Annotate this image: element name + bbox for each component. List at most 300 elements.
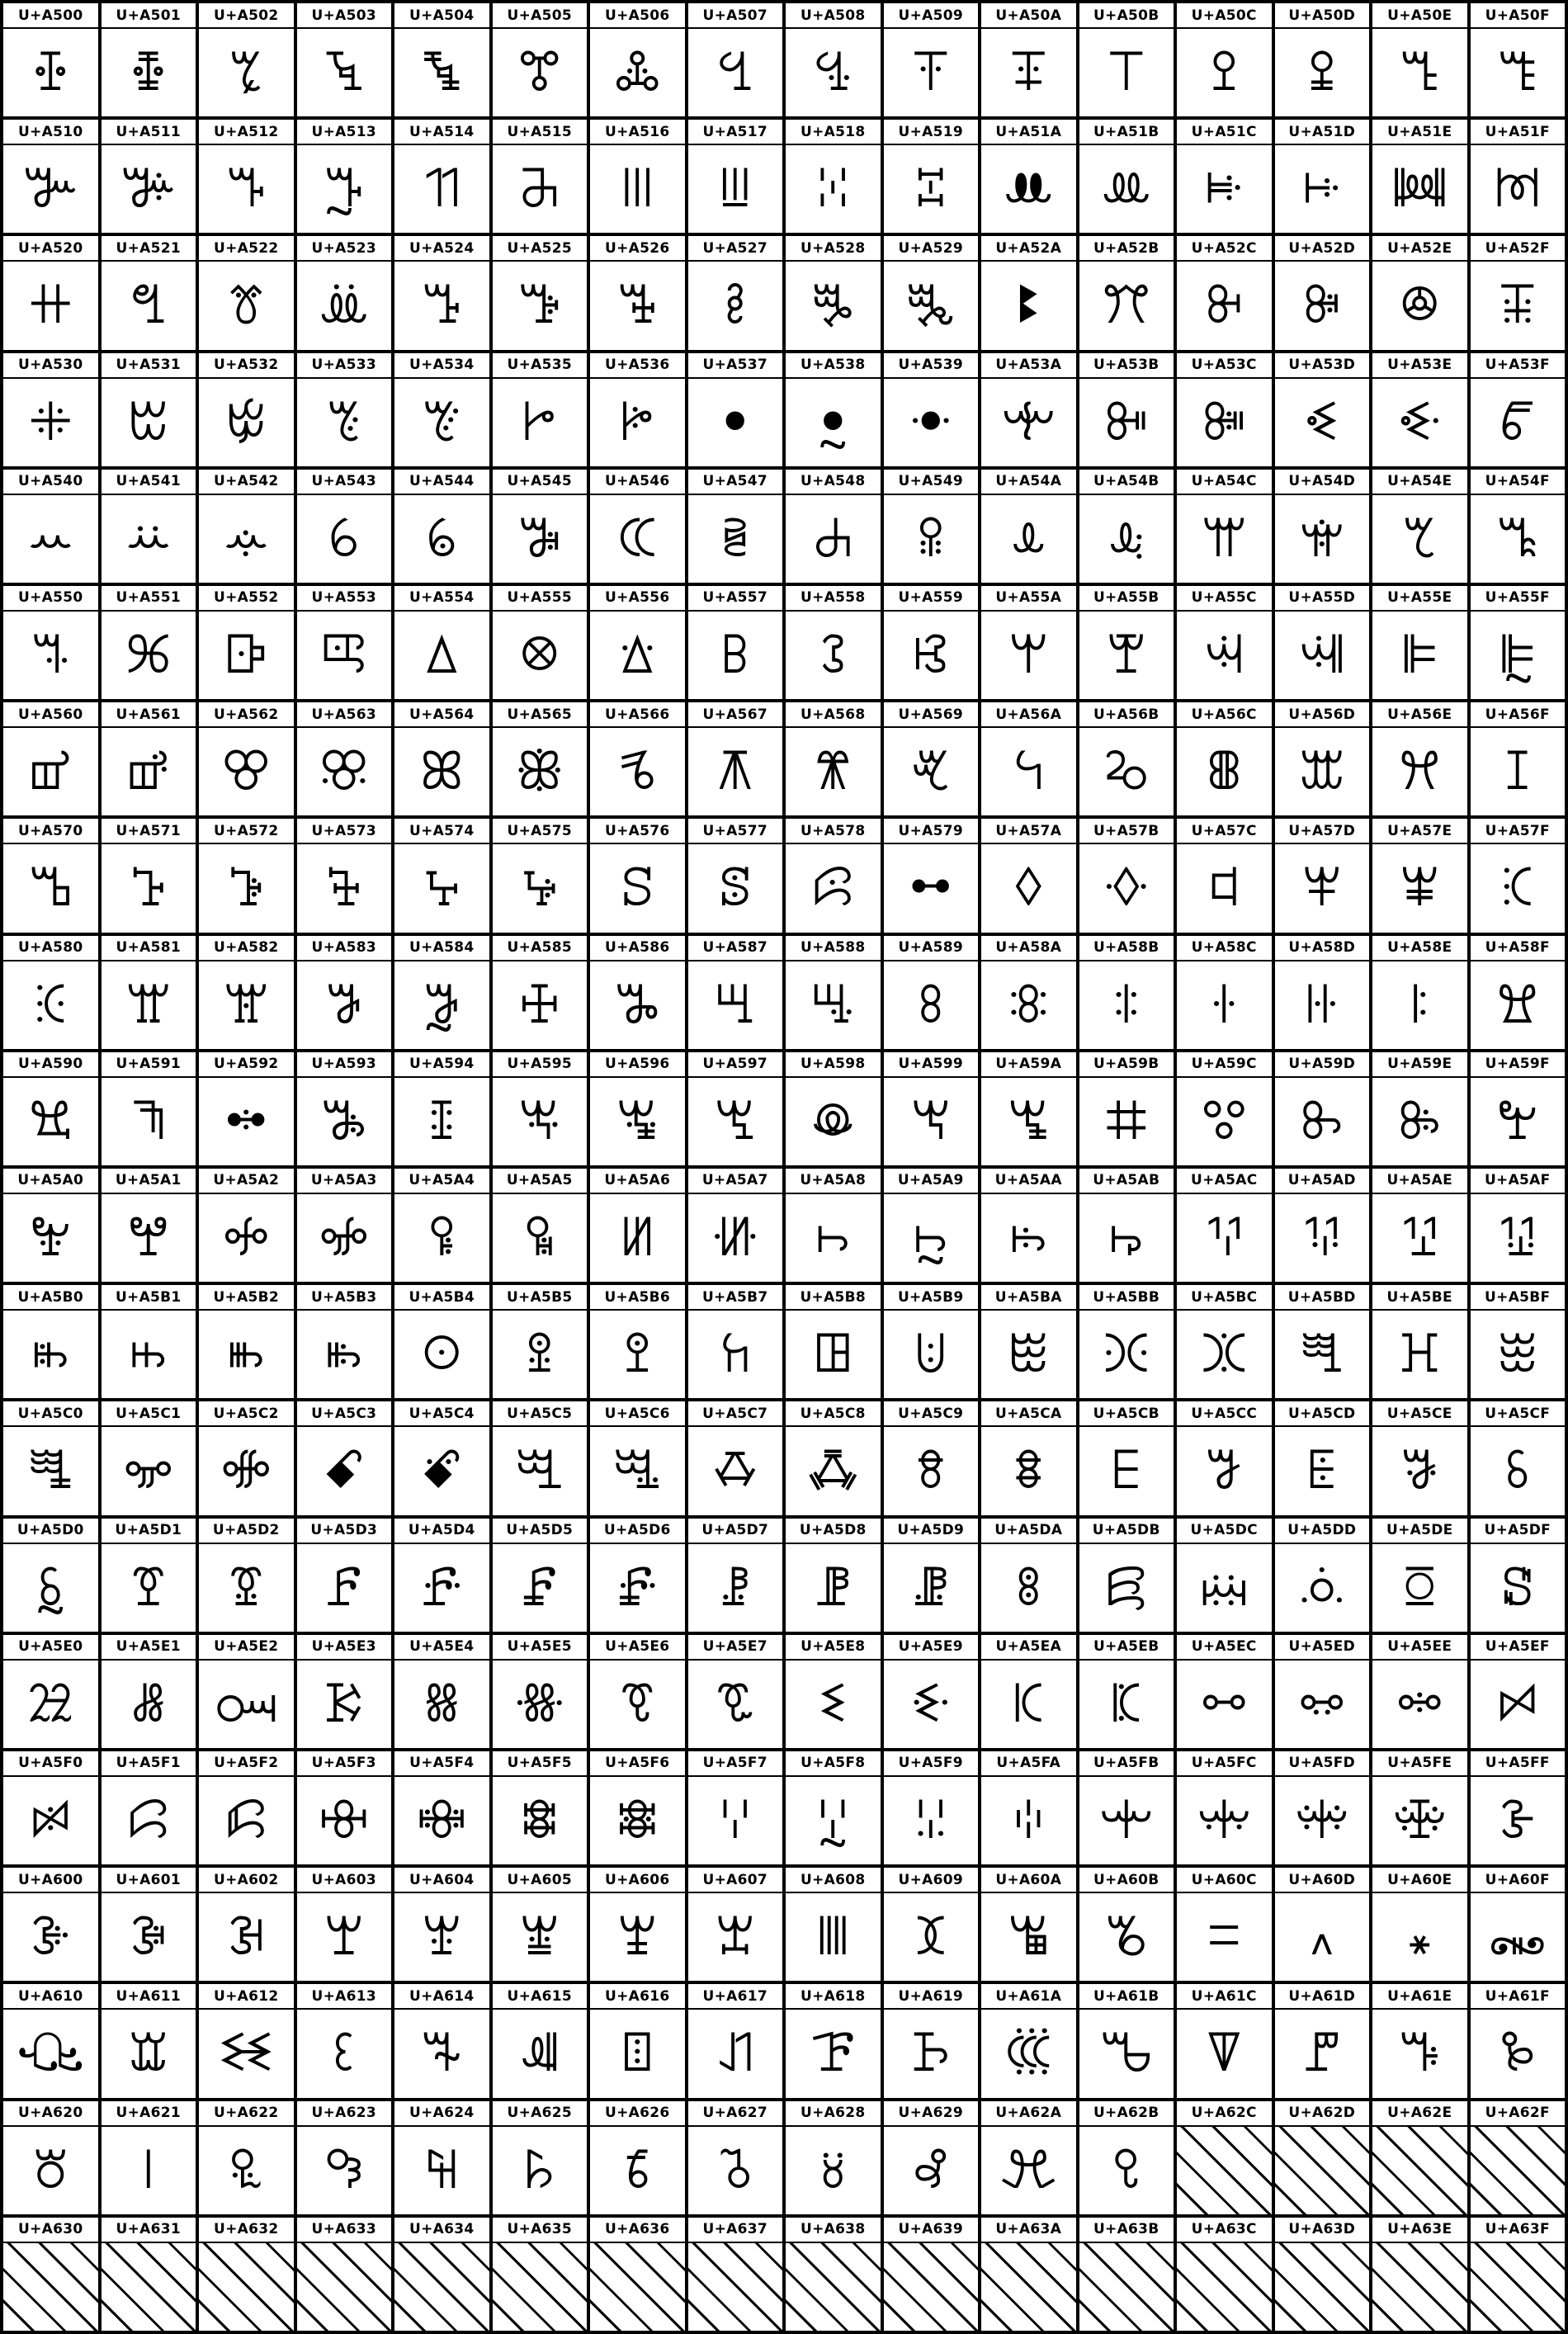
glyph: ꗈ [805, 1440, 861, 1502]
glyph-cell [981, 1519, 1076, 1632]
glyph-cell [493, 586, 588, 699]
glyph-cell [297, 3, 392, 116]
glyph: ꔞ [1391, 158, 1448, 220]
glyph-cell [102, 2101, 196, 2214]
glyph: ꘌ [1206, 1906, 1242, 1968]
glyph: ꘉ [914, 1906, 948, 1968]
glyph-cell [590, 1285, 685, 1398]
glyph-cell [590, 2101, 685, 2214]
code-point-label: U+A589 [884, 936, 979, 961]
glyph: ꖍ [1305, 974, 1339, 1036]
glyph-cell [590, 936, 685, 1049]
glyph-cell [493, 1285, 588, 1398]
glyph: ꔯ [1497, 275, 1537, 337]
glyph: ꕈ [812, 508, 854, 569]
glyph-cell [981, 1984, 1076, 2097]
glyph-cell [297, 1052, 392, 1165]
glyph: ꗲ [224, 1790, 268, 1852]
glyph-cell [688, 1169, 783, 1282]
glyph: ꖛ [1103, 1090, 1150, 1152]
glyph-cell [1471, 936, 1566, 1049]
glyph: ꖪ [1008, 1207, 1049, 1269]
code-point-label: U+A634 [394, 2218, 489, 2243]
code-point-label: U+A50C [1177, 3, 1272, 29]
code-point-label: U+A50D [1275, 3, 1370, 29]
glyph: ꖠ [29, 1207, 73, 1269]
glyph: ꕚ [1008, 625, 1049, 687]
unassigned-hatch [102, 2243, 196, 2331]
code-point-label: U+A62E [1372, 2101, 1467, 2127]
glyph-cell [884, 1052, 979, 1165]
code-point-label: U+A504 [394, 3, 489, 29]
code-point-label: U+A5EC [1177, 1635, 1272, 1661]
code-point-label: U+A55F [1471, 586, 1566, 612]
glyph: ꗑ [130, 1557, 168, 1618]
code-point-label: U+A5AF [1471, 1169, 1566, 1194]
glyph: ꕧ [716, 741, 755, 803]
code-point-label: U+A52B [1079, 236, 1174, 262]
glyph: ꗧ [714, 1673, 756, 1735]
glyph-cell [297, 702, 392, 815]
code-point-label: U+A5AA [981, 1169, 1076, 1194]
code-point-label: U+A638 [786, 2218, 881, 2243]
glyph: ꘂ [227, 1906, 266, 1968]
glyph: ꘝ [1302, 2023, 1342, 2085]
glyph-cell [1177, 2218, 1272, 2331]
code-point-label: U+A56D [1275, 702, 1370, 728]
code-point-label: U+A562 [199, 702, 294, 728]
code-point-label: U+A532 [199, 353, 294, 379]
code-point-label: U+A59A [981, 1052, 1076, 1078]
code-point-label: U+A543 [297, 470, 392, 495]
glyph: ꗼ [1196, 1790, 1253, 1852]
code-point-label: U+A631 [102, 2218, 196, 2243]
code-point-label: U+A605 [493, 1868, 588, 1893]
glyph: ꔿ [1499, 391, 1537, 453]
code-point-label: U+A59D [1275, 1052, 1370, 1078]
code-point-label: U+A586 [590, 936, 685, 961]
glyph: ꔽ [1303, 391, 1340, 453]
glyph-cell [493, 2101, 588, 2214]
glyph: ꔫ [1101, 275, 1152, 337]
glyph-cell [981, 586, 1076, 699]
glyph: ꕳ [325, 858, 363, 919]
glyph: ꔰ [27, 391, 74, 453]
glyph: ꔙ [914, 158, 947, 220]
code-point-label: U+A573 [297, 819, 392, 844]
glyph: ꘢ [228, 2139, 264, 2201]
glyph-cell [1471, 353, 1566, 466]
code-point-label: U+A5E4 [394, 1635, 489, 1661]
glyph-cell [1177, 1519, 1272, 1632]
glyph: ꕀ [26, 508, 75, 569]
glyph-cell [3, 470, 98, 583]
code-point-label: U+A639 [884, 2218, 979, 2243]
glyph-cell [493, 1751, 588, 1864]
glyph-cell [297, 1169, 392, 1282]
glyph-cell [1177, 936, 1272, 1049]
glyph-cell [102, 1519, 196, 1632]
glyph-cell [102, 819, 196, 932]
glyph-cell [981, 1868, 1076, 1981]
glyph-cell [394, 120, 489, 233]
glyph: ꘖ [621, 2023, 654, 2085]
glyph: ꘘ [809, 2023, 857, 2085]
glyph-cell [493, 702, 588, 815]
code-point-label: U+A5DC [1177, 1519, 1272, 1544]
code-point-label: U+A53E [1372, 353, 1467, 379]
glyph-cell [3, 1984, 98, 2097]
code-point-label: U+A518 [786, 120, 881, 145]
unassigned-hatch [199, 2243, 294, 2331]
glyph: ꗯ [1496, 1673, 1538, 1735]
glyph: ꗮ [1395, 1673, 1445, 1735]
code-point-label: U+A5D2 [199, 1519, 294, 1544]
glyph-cell [394, 1751, 489, 1864]
code-point-label: U+A51C [1177, 120, 1272, 145]
glyph: ꘜ [1204, 2023, 1244, 2085]
glyph: ꔺ [1000, 391, 1057, 453]
code-point-label: U+A575 [493, 819, 588, 844]
glyph-cell [688, 353, 783, 466]
glyph: ꖧ [711, 1207, 759, 1269]
code-point-label: U+A5E6 [590, 1635, 685, 1661]
glyph-cell [1275, 1169, 1370, 1282]
glyph-cell [102, 470, 196, 583]
code-point-label: U+A58F [1471, 936, 1566, 961]
glyph: ꘨ [819, 2139, 847, 2201]
code-point-label: U+A57E [1372, 819, 1467, 844]
glyph: ꔾ [1397, 391, 1443, 453]
glyph: ꔄ [420, 42, 463, 104]
glyph: ꖦ [621, 1207, 654, 1269]
code-point-label: U+A5FA [981, 1751, 1076, 1777]
glyph: ꔚ [1002, 158, 1055, 220]
code-point-label: U+A618 [786, 1984, 881, 2010]
glyph-cell [297, 586, 392, 699]
glyph: ꖳ [324, 1324, 364, 1386]
glyph: ꕖ [618, 625, 656, 687]
code-point-label: U+A551 [102, 586, 196, 612]
code-point-label: U+A5B5 [493, 1285, 588, 1311]
glyph: ꖴ [421, 1324, 463, 1386]
glyph: ꕑ [125, 625, 172, 687]
glyph-cell [884, 1519, 979, 1632]
code-point-label: U+A613 [297, 1984, 392, 2010]
glyph: ꕁ [124, 508, 172, 569]
glyph: ꕼ [1208, 858, 1240, 919]
glyph: ꕡ [126, 741, 171, 803]
glyph: ꔜ [1204, 158, 1244, 220]
glyph: ꗴ [416, 1790, 468, 1852]
glyph-cell [1372, 1635, 1467, 1748]
glyph: ꕯ [1504, 741, 1532, 803]
glyph-cell [786, 1285, 881, 1398]
glyph: ꕪ [1013, 741, 1045, 803]
code-point-label: U+A58E [1372, 936, 1467, 961]
glyph-cell [1372, 470, 1467, 583]
code-point-label: U+A5EA [981, 1635, 1076, 1661]
code-point-label: U+A54A [981, 470, 1076, 495]
glyph-cell [786, 3, 881, 116]
glyph-cell [3, 3, 98, 116]
glyph-cell [493, 353, 588, 466]
glyph: ꖷ [719, 1324, 751, 1386]
code-point-label: U+A563 [297, 702, 392, 728]
unassigned-hatch [1275, 2243, 1370, 2331]
glyph: ꗳ [318, 1790, 370, 1852]
glyph: ꕙ [912, 625, 949, 687]
glyph: ꖑ [130, 1090, 167, 1152]
code-point-label: U+A501 [102, 3, 196, 29]
unassigned-hatch [1177, 2127, 1272, 2214]
code-point-label: U+A630 [3, 2218, 98, 2243]
glyph: ꔖ [621, 158, 654, 220]
glyph-cell [1275, 1519, 1370, 1632]
glyph-cell [1471, 1751, 1566, 1864]
glyph: ꗸ [816, 1790, 849, 1852]
glyph-cell [394, 936, 489, 1049]
glyph: ꗡ [130, 1673, 167, 1735]
glyph: ꗢ [213, 1673, 279, 1735]
glyph: ꕩ [909, 741, 952, 803]
glyph: ꖵ [525, 1324, 555, 1386]
code-point-label: U+A570 [3, 819, 98, 844]
glyph-cell [1275, 2101, 1370, 2214]
glyph-cell [199, 2218, 294, 2331]
glyph-cell [394, 1401, 489, 1514]
glyph-cell [102, 3, 196, 116]
glyph: ꕱ [130, 858, 168, 919]
glyph: ꕉ [916, 508, 946, 569]
glyph-cell [1079, 586, 1174, 699]
glyph: ꗛ [1104, 1557, 1148, 1618]
glyph-cell [884, 120, 979, 233]
code-point-label: U+A5F7 [688, 1751, 783, 1777]
glyph: ꗤ [423, 1673, 460, 1735]
glyph-cell [493, 819, 588, 932]
code-point-label: U+A51B [1079, 120, 1174, 145]
glyph: ꕍ [1298, 508, 1346, 569]
glyph-cell [884, 1285, 979, 1398]
glyph-cell [688, 1751, 783, 1864]
glyph: ꘥ [523, 2139, 555, 2201]
glyph: ꗂ [220, 1440, 273, 1502]
glyph-cell [297, 470, 392, 583]
code-point-label: U+A546 [590, 470, 685, 495]
code-point-label: U+A5A1 [102, 1169, 196, 1194]
glyph-cell [590, 1169, 685, 1282]
glyph-cell [981, 470, 1076, 583]
unassigned-hatch [3, 2243, 98, 2331]
code-point-label: U+A539 [884, 353, 979, 379]
glyph: ꔴ [421, 391, 462, 453]
glyph: ꗺ [1013, 1790, 1044, 1852]
glyph-cell [1372, 586, 1467, 699]
glyph-cell [394, 470, 489, 583]
glyph-cell [1471, 2218, 1566, 2331]
glyph: ꗆ [612, 1440, 663, 1502]
code-point-label: U+A537 [688, 353, 783, 379]
code-point-label: U+A527 [688, 236, 783, 262]
glyph-cell [3, 1285, 98, 1398]
glyph-cell [493, 1635, 588, 1748]
code-point-label: U+A59B [1079, 1052, 1174, 1078]
glyph-cell [1372, 1751, 1467, 1864]
glyph-cell [1079, 1285, 1174, 1398]
glyph-cell [688, 120, 783, 233]
code-point-label: U+A61A [981, 1984, 1076, 2010]
glyph-cell [1372, 1984, 1467, 2097]
glyph-cell [3, 353, 98, 466]
glyph-cell [297, 353, 392, 466]
glyph-cell [1177, 1984, 1272, 2097]
glyph-cell [786, 1519, 881, 1632]
code-point-label: U+A616 [590, 1984, 685, 2010]
glyph: ꖙ [910, 1090, 952, 1152]
glyph: ꔶ [619, 391, 655, 453]
code-point-label: U+A52E [1372, 236, 1467, 262]
glyph: ꖂ [222, 974, 270, 1036]
code-point-label: U+A5E3 [297, 1635, 392, 1661]
glyph: ꕓ [320, 625, 368, 687]
glyph: ꕬ [1206, 741, 1243, 803]
glyph: ꘊ [1007, 1906, 1051, 1968]
glyph-cell [884, 3, 979, 116]
code-point-label: U+A5A9 [884, 1169, 979, 1194]
glyph-cell [1372, 1519, 1467, 1632]
glyph-cell [1275, 353, 1370, 466]
code-point-label: U+A565 [493, 702, 588, 728]
glyph-cell [786, 120, 881, 233]
glyph: ꖰ [31, 1324, 71, 1386]
unassigned-hatch [1177, 2243, 1272, 2331]
glyph: ꕢ [221, 741, 272, 803]
code-point-label: U+A56C [1177, 702, 1272, 728]
glyph: ꖋ [1112, 974, 1141, 1036]
glyph: ꖖ [616, 1090, 659, 1152]
glyph: ꗓ [324, 1557, 364, 1618]
code-point-label: U+A5A6 [590, 1169, 685, 1194]
glyph-cell [1079, 1751, 1174, 1864]
glyph-cell [1177, 3, 1272, 116]
code-point-label: U+A602 [199, 1868, 294, 1893]
glyph: ꖼ [1200, 1324, 1249, 1386]
code-point-label: U+A5E2 [199, 1635, 294, 1661]
code-point-label: U+A596 [590, 1052, 685, 1078]
glyph-cell [884, 1868, 979, 1981]
glyph-cell [590, 702, 685, 815]
code-point-label: U+A62F [1471, 2101, 1566, 2127]
glyph-cell [102, 936, 196, 1049]
glyph-cell [102, 702, 196, 815]
glyph-cell [1471, 586, 1566, 699]
code-point-label: U+A62A [981, 2101, 1076, 2127]
glyph-cell [102, 1169, 196, 1282]
code-point-label: U+A625 [493, 2101, 588, 2127]
unassigned-hatch [1275, 2127, 1370, 2214]
glyph-cell [102, 353, 196, 466]
glyph-cell [981, 1751, 1076, 1864]
code-point-label: U+A5F2 [199, 1751, 294, 1777]
glyph-cell [297, 936, 392, 1049]
glyph-cell [786, 1984, 881, 2097]
code-point-label: U+A557 [688, 586, 783, 612]
code-point-label: U+A5D8 [786, 1519, 881, 1544]
code-point-label: U+A57A [981, 819, 1076, 844]
code-point-label: U+A60D [1275, 1868, 1370, 1893]
glyph: ꔒ [225, 158, 267, 220]
glyph: ꗰ [30, 1790, 72, 1852]
unassigned-hatch [297, 2243, 392, 2331]
code-point-label: U+A566 [590, 702, 685, 728]
code-point-label: U+A601 [102, 1868, 196, 1893]
code-point-label: U+A606 [590, 1868, 685, 1893]
glyph-cell [199, 1635, 294, 1748]
code-point-label: U+A5C7 [688, 1401, 783, 1427]
glyph: ꖉ [917, 974, 944, 1036]
glyph-cell [1471, 702, 1566, 815]
glyph: ꘣ [324, 2139, 365, 2201]
glyph: ꖤ [427, 1207, 456, 1269]
glyph: ꖭ [1302, 1207, 1342, 1269]
code-point-label: U+A531 [102, 353, 196, 379]
code-point-label: U+A610 [3, 1984, 98, 2010]
glyph: ꔉ [910, 42, 951, 104]
glyph-cell [1471, 470, 1566, 583]
glyph-cell [1372, 936, 1467, 1049]
glyph-cell [1079, 1984, 1174, 2097]
glyph-cell [1372, 819, 1467, 932]
code-point-label: U+A556 [590, 586, 685, 612]
glyph-cell [1079, 1052, 1174, 1165]
glyph: ꕭ [1298, 741, 1346, 803]
glyph: ꔸ [816, 391, 849, 453]
code-point-label: U+A5BC [1177, 1285, 1272, 1311]
code-point-label: U+A5DD [1275, 1519, 1370, 1544]
glyph-cell [590, 1984, 685, 2097]
glyph: ꖄ [423, 974, 461, 1036]
glyph: ꔬ [1204, 275, 1244, 337]
code-point-label: U+A52D [1275, 236, 1370, 262]
code-point-label: U+A62C [1177, 2101, 1272, 2127]
code-point-label: U+A5FD [1275, 1751, 1370, 1777]
glyph: ꗿ [1498, 1790, 1537, 1852]
code-point-label: U+A52A [981, 236, 1076, 262]
glyph: ꕕ [518, 625, 560, 687]
glyph: ꖡ [126, 1207, 170, 1269]
glyph: ꖶ [622, 1324, 652, 1386]
glyph: ꗱ [126, 1790, 170, 1852]
glyph: ꘞ [1398, 2023, 1442, 2085]
code-point-label: U+A568 [786, 702, 881, 728]
glyph: ꘧ [717, 2139, 753, 2201]
code-point-label: U+A519 [884, 120, 979, 145]
code-point-label: U+A5CA [981, 1401, 1076, 1427]
glyph-cell [1471, 120, 1566, 233]
code-point-label: U+A5D4 [394, 1519, 489, 1544]
glyph: ꖏ [1495, 974, 1539, 1036]
glyph: ꘈ [816, 1906, 850, 1968]
glyph: ꖇ [714, 974, 756, 1036]
code-point-label: U+A577 [688, 819, 783, 844]
code-point-label: U+A580 [3, 936, 98, 961]
glyph: ꗉ [914, 1440, 947, 1502]
glyph-cell [1372, 3, 1467, 116]
code-point-label: U+A598 [786, 1052, 881, 1078]
code-point-label: U+A5E8 [786, 1635, 881, 1661]
glyph-cell [981, 236, 1076, 349]
